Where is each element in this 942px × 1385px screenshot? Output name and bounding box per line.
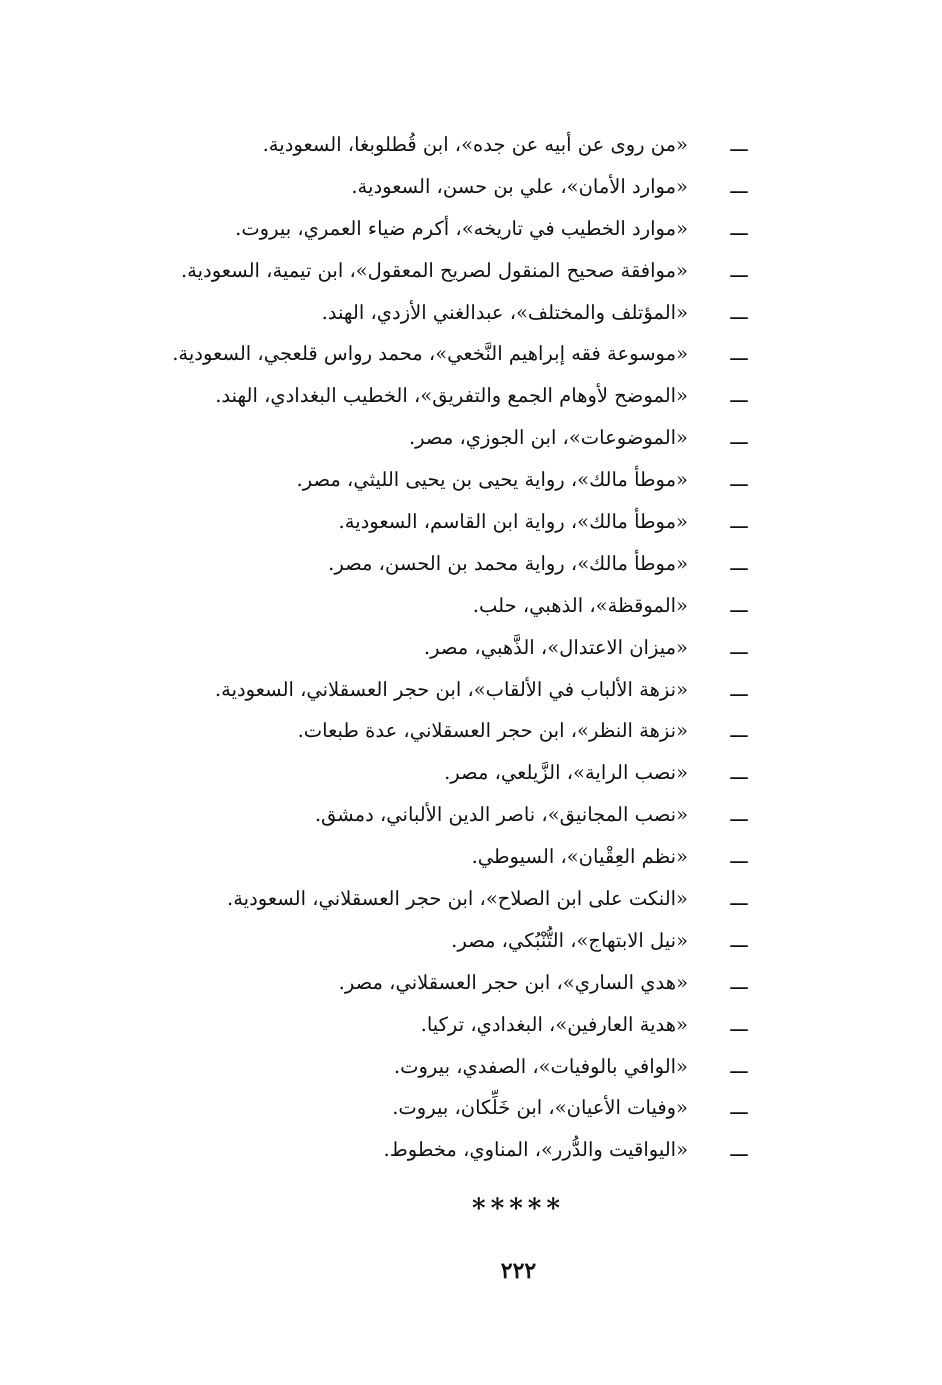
- reference-text: «موارد الأمان»، علي بن حسن، السعودية.: [351, 174, 688, 198]
- reference-item: [60, 501, 750, 543]
- list-dash: ـــ: [730, 1012, 748, 1036]
- reference-item: [60, 669, 750, 711]
- list-dash: ـــ: [730, 174, 748, 198]
- reference-item: [60, 627, 750, 669]
- section-divider: *****: [472, 1194, 565, 1224]
- reference-text: «ميزان الاعتدال»، الذَّهبي، مصر.: [423, 635, 688, 659]
- reference-text: «المؤتلف والمختلف»، عبدالغني الأزدي، الهند.: [321, 300, 688, 324]
- reference-text: «الوافي بالوفيات»، الصفدي، بيروت.: [393, 1054, 688, 1078]
- list-dash: ـــ: [730, 635, 748, 659]
- reference-item: [60, 543, 750, 585]
- list-dash: ـــ: [730, 887, 748, 911]
- list-dash: ـــ: [730, 593, 748, 617]
- reference-item: [60, 585, 750, 627]
- list-dash: ـــ: [730, 761, 748, 785]
- reference-item: [60, 417, 750, 459]
- reference-text: «موطأ مالك»، رواية يحيى بن يحيى الليثي، مصر.: [296, 468, 688, 492]
- list-dash: ـــ: [730, 845, 748, 869]
- reference-item: [60, 710, 750, 752]
- list-dash: ـــ: [730, 803, 748, 827]
- reference-text: «وفيات الأعيان»، ابن خَلِّكان، بيروت.: [392, 1096, 688, 1120]
- reference-item: [60, 333, 750, 375]
- reference-item: [60, 166, 750, 208]
- list-dash: ـــ: [730, 468, 748, 492]
- reference-item: [60, 962, 750, 1004]
- reference-text: «من روى عن أبيه عن جده»، ابن قُطلوبغا، السعودية.: [262, 133, 688, 156]
- list-dash: ـــ: [730, 928, 748, 952]
- reference-list: [60, 124, 750, 1171]
- reference-item: [60, 292, 750, 334]
- list-dash: ـــ: [730, 970, 748, 994]
- reference-text: «موطأ مالك»، رواية ابن القاسم، السعودية.: [338, 510, 688, 534]
- reference-text: «موافقة صحيح المنقول لصريح المعقول»، ابن تيمية، السعودية.: [180, 258, 688, 282]
- reference-text: «موارد الخطيب في تاريخه»، أكرم ضياء العمري، بيروت.: [235, 216, 688, 240]
- list-dash: ـــ: [730, 1096, 748, 1120]
- reference-text: «موطأ مالك»، رواية محمد بن الحسن، مصر.: [328, 551, 688, 575]
- list-dash: ـــ: [730, 719, 748, 743]
- reference-text: «موسوعة فقه إبراهيم النَّخعي»، محمد رواس قلعجي، السعودية.: [172, 342, 688, 366]
- reference-text: «نزهة النظر»، ابن حجر العسقلاني، عدة طبعات.: [297, 719, 688, 743]
- reference-text: «الموقظة»، الذهبي، حلب.: [472, 593, 688, 617]
- reference-item: [60, 124, 750, 166]
- reference-item: [60, 250, 750, 292]
- reference-item: [60, 1087, 750, 1129]
- reference-text: «نصب الراية»، الزَّيلعي، مصر.: [444, 761, 688, 785]
- list-dash: ـــ: [730, 1054, 748, 1078]
- list-dash: ـــ: [730, 216, 748, 240]
- reference-item: [60, 794, 750, 836]
- list-dash: ـــ: [730, 300, 748, 324]
- list-dash: ـــ: [730, 384, 748, 408]
- reference-text: «النكت على ابن الصلاح»، ابن حجر العسقلاني، السعودية.: [227, 887, 688, 911]
- reference-item: [60, 878, 750, 920]
- reference-text: «الموضوعات»، ابن الجوزي، مصر.: [408, 426, 688, 450]
- reference-item: [60, 1046, 750, 1088]
- reference-item: [60, 920, 750, 962]
- reference-text: «نيل الابتهاج»، التُّنْبُكي، مصر.: [451, 928, 688, 952]
- reference-item: [60, 375, 750, 417]
- list-dash: ـــ: [730, 258, 748, 282]
- page-number: ٢٢٢: [500, 1258, 537, 1284]
- reference-item: [60, 1004, 750, 1046]
- reference-text: «نزهة الألباب في الألقاب»، ابن حجر العسقلاني، السعودية.: [214, 677, 688, 701]
- reference-text: «الموضح لأوهام الجمع والتفريق»، الخطيب البغدادي، الهند.: [215, 384, 688, 408]
- reference-text: «اليواقيت والدُّرر»، المناوي، مخطوط.: [383, 1138, 688, 1162]
- list-dash: ـــ: [730, 426, 748, 450]
- list-dash: ـــ: [730, 677, 748, 701]
- reference-text: «نظم العِقْيان»، السيوطي.: [471, 845, 688, 869]
- reference-text: «نصب المجانيق»، ناصر الدين الألباني، دمشق.: [314, 803, 688, 827]
- reference-item: [60, 1129, 750, 1171]
- list-dash: ـــ: [730, 342, 748, 366]
- reference-item: [60, 208, 750, 250]
- list-dash: ـــ: [730, 510, 748, 534]
- reference-text: «هدية العارفين»، البغدادي، تركيا.: [420, 1012, 688, 1036]
- list-dash: ـــ: [730, 551, 748, 575]
- reference-item: [60, 752, 750, 794]
- list-dash: ـــ: [730, 133, 748, 156]
- reference-item: [60, 459, 750, 501]
- list-dash: ـــ: [730, 1138, 748, 1162]
- reference-item: [60, 836, 750, 878]
- reference-text: «هدي الساري»، ابن حجر العسقلاني، مصر.: [338, 970, 688, 994]
